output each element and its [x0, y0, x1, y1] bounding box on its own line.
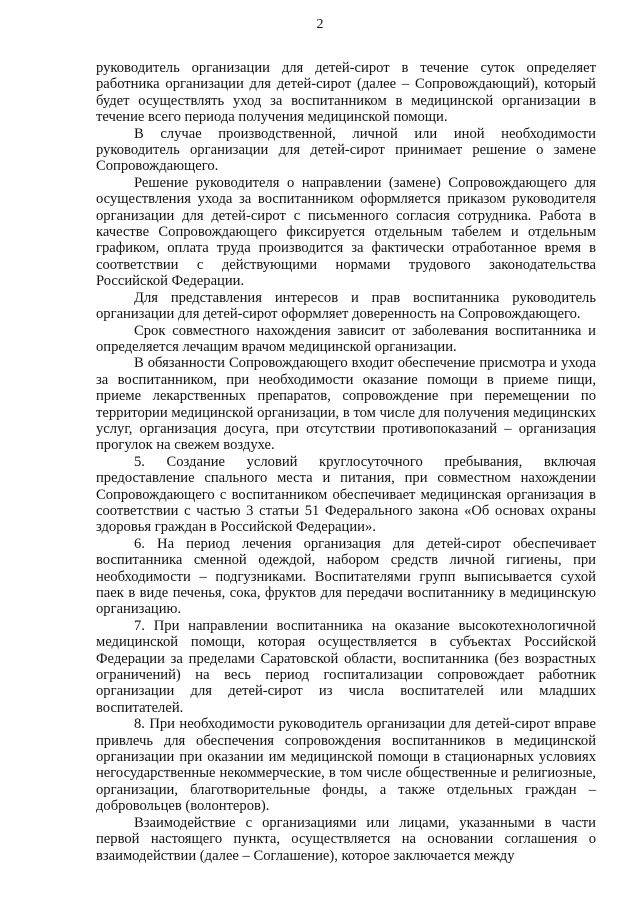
paragraph-7: 5. Создание условий круглосуточного пребывания, включая предоставление спального места и питания, при совместном нахождении Сопровождающего с воспитанником обеспечивает медицинская организация в соответствии с частью 3 статьи 51 Федерального закона «Об основах охраны здоровья граждан в Российской Федерации».	[96, 453, 596, 536]
paragraph-2: В случае производственной, личной или иной необходимости руководитель организации для детей-сирот принимает решение о замене Сопровождающего.	[96, 125, 596, 175]
paragraph-5: Срок совместного нахождения зависит от заболевания воспитанника и определяется лечащим врачом медицинской организации.	[96, 322, 596, 355]
paragraph-4: Для представления интересов и прав воспитанника руководитель организации для детей-сирот оформляет доверенность на Сопровождающего.	[96, 289, 596, 323]
paragraph-1: руководитель организации для детей-сирот в течение суток определяет работника организации для детей-сирот (далее – Сопровождающий), который будет осуществлять уход за воспитанником в медицинской организации в течение всего периода получения медицинской помощи.	[96, 60, 596, 126]
paragraph-6: В обязанности Сопровождающего входит обеспечение присмотра и ухода за воспитанником, при необходимости оказание помощи в приеме пищи, приеме лекарственных препаратов, сопровождение при перемещении по территории медицинской организации, в том числе для получения медицинских услуг, организация досуга, при отсутствии противопоказаний – организация прогулок на свежем воздухе.	[96, 355, 596, 454]
page-number: 2	[316, 17, 324, 32]
paragraph-9: 7. При направлении воспитанника на оказание высокотехнологичной медицинской помощи, которая осуществляется в субъектах Российской Федерации за пределами Саратовской области, воспитанника (без возрастных ограничений) на весь период госпитализации сопровождает работник организации для детей-сирот из числа воспитателей или младших воспитателей.	[96, 617, 596, 716]
paragraph-3: Решение руководителя о направлении (замене) Сопровождающего для осуществления ухода за воспитанником оформляется приказом руководителя организации для детей-сирот с письменного согласия сотрудника. Работа в качестве Сопровождающего фиксируется отдельным табелем и отдельным графиком, оплата труда производится за фактически отработанное время в соответствии с действующими нормами трудового законодательства Российской Федерации.	[96, 174, 596, 290]
paragraph-8: 6. На период лечения организация для детей-сирот обеспечивает воспитанника сменной одеждой, набором средств личной гигиены, при необходимости – подгузниками. Воспитателями групп выписывается сухой паек в виде печенья, сока, фруктов для передачи воспитаннику в медицинскую организацию.	[96, 535, 596, 618]
paragraph-11: Взаимодействие с организациями или лицами, указанными в части первой настоящего пункта, осуществляется на основании соглашения о взаимодействии (далее – Соглашение), которое заключается между	[96, 814, 596, 864]
paragraph-10: 8. При необходимости руководитель организации для детей-сирот вправе привлечь для обеспечения сопровождения воспитанников в медицинской организации при оказании им медицинской помощи в стационарных условиях негосударственные некоммерческие, в том числе общественные и религиозные, организации, благотворительные фонды, а также отдельных граждан – добровольцев (волонтеров).	[96, 716, 596, 815]
document-body	[96, 60, 596, 864]
